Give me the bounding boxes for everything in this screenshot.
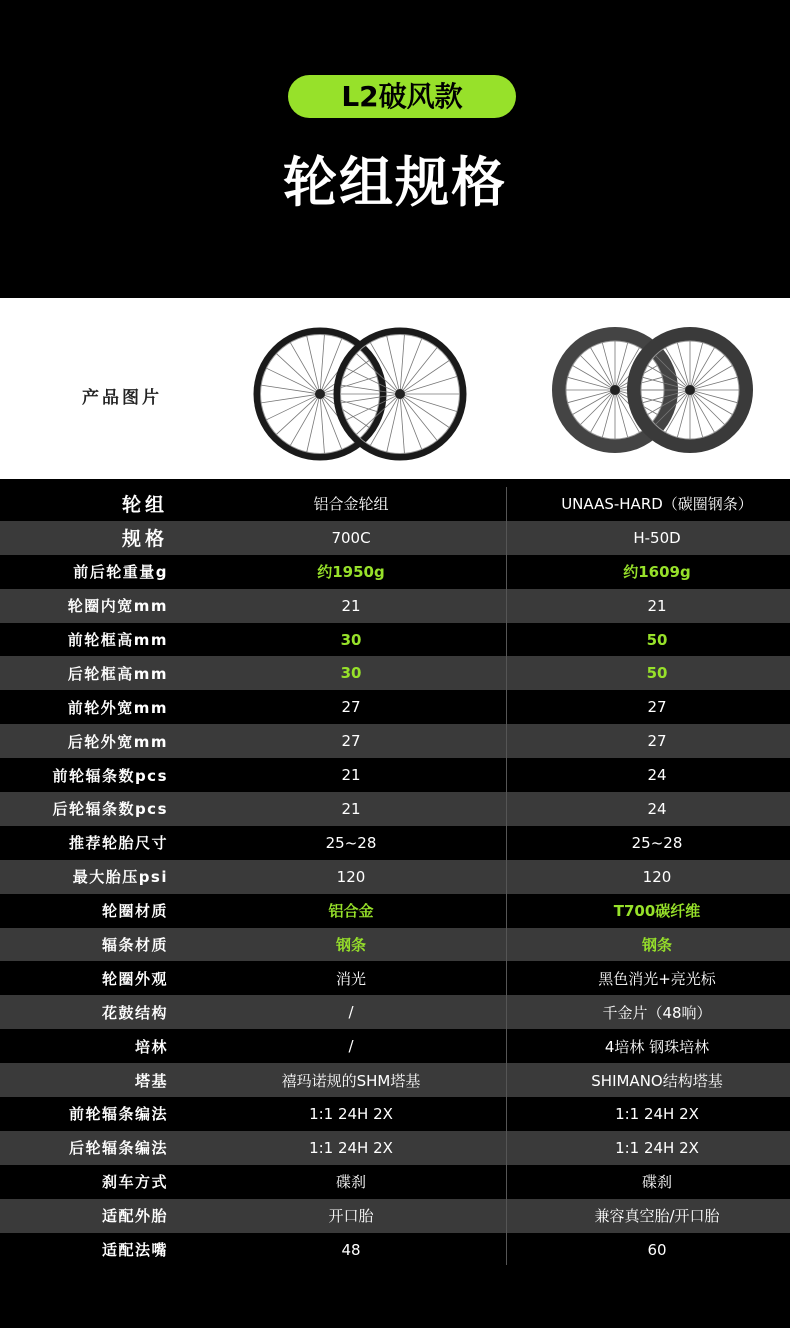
spec-label: 适配外胎	[101, 1207, 168, 1226]
spec-row	[0, 724, 790, 758]
spec-label: 培林	[134, 1037, 168, 1056]
spec-row	[0, 961, 790, 995]
spec-value-carbon: 60	[647, 1240, 667, 1259]
spec-row	[0, 521, 790, 555]
spec-value-aluminum: /	[348, 1037, 354, 1056]
spec-label: 前轮框高mm	[67, 631, 168, 649]
spec-value-aluminum: 铝合金轮组	[313, 495, 389, 514]
spec-value-aluminum: /	[348, 1003, 354, 1022]
spec-row	[0, 826, 790, 860]
spec-value-carbon: 24	[647, 799, 667, 818]
spec-value-carbon: H-50D	[633, 528, 681, 547]
spec-label: 轮圈材质	[101, 902, 168, 921]
spec-row	[0, 1233, 790, 1267]
spec-row	[0, 1097, 790, 1131]
spec-row	[0, 894, 790, 928]
spec-value-carbon: 碟刹	[641, 1173, 672, 1192]
spec-row	[0, 792, 790, 826]
wheel-shape	[634, 334, 746, 446]
spec-label: 前后轮重量g	[73, 563, 168, 582]
spec-row	[0, 555, 790, 589]
spec-value-aluminum: 消光	[335, 969, 366, 988]
spec-value-aluminum: 21	[341, 766, 361, 785]
spec-value-aluminum: 1:1 24H 2X	[309, 1104, 393, 1123]
spec-value-aluminum: 700C	[331, 528, 371, 547]
spec-value-aluminum: 120	[336, 867, 366, 886]
product-photo-row	[0, 298, 790, 479]
spec-value-aluminum: 25~28	[325, 833, 377, 852]
spec-value-aluminum: 27	[341, 732, 361, 751]
spec-value-aluminum: 开口胎	[328, 1207, 374, 1226]
spec-row	[0, 1199, 790, 1233]
spec-label: 适配法嘴	[101, 1241, 168, 1260]
aluminum-wheelset-image	[250, 310, 470, 470]
spec-row	[0, 1131, 790, 1165]
model-badge: L2破风款	[288, 75, 516, 118]
spec-label: 后轮辐条数pcs	[52, 800, 168, 819]
spec-label: 推荐轮胎尺寸	[68, 834, 168, 853]
spec-row	[0, 860, 790, 894]
spec-row	[0, 656, 790, 690]
spec-row	[0, 1165, 790, 1199]
spec-value-aluminum: 30	[340, 630, 362, 649]
spec-value-carbon: 千金片（48响）	[602, 1003, 712, 1022]
spec-value-carbon: 4培林 钢珠培林	[604, 1037, 710, 1056]
spec-label: 塔基	[134, 1071, 168, 1090]
spec-label: 前轮辐条编法	[68, 1105, 168, 1124]
spec-row	[0, 928, 790, 962]
spec-label: 轮圈外观	[101, 969, 168, 988]
spec-label: 轮圈内宽mm	[67, 597, 168, 616]
spec-label: 轮组	[121, 494, 168, 517]
spec-value-aluminum: 21	[341, 799, 361, 818]
spec-label: 辐条材质	[101, 936, 168, 955]
spec-value-carbon: 钢条	[641, 936, 672, 955]
spec-value-carbon: UNAAS-HARD（碳圈钢条）	[561, 495, 753, 514]
spec-label: 规格	[121, 528, 168, 551]
spec-value-carbon: 27	[647, 698, 667, 717]
carbon-wheelset-image	[550, 310, 770, 470]
spec-label: 后轮框高mm	[67, 664, 168, 683]
spec-value-carbon: SHIMANO结构塔基	[591, 1071, 723, 1090]
spec-row	[0, 487, 790, 521]
spec-value-aluminum: 碟刹	[335, 1173, 366, 1192]
spec-value-carbon: 120	[642, 867, 672, 886]
spec-value-carbon: 27	[647, 732, 667, 751]
spec-value-carbon: 兼容真空胎/开口胎	[594, 1207, 720, 1226]
spec-label: 前轮外宽mm	[67, 698, 168, 717]
spec-value-carbon: 50	[646, 664, 668, 683]
spec-row	[0, 589, 790, 623]
spec-row	[0, 758, 790, 792]
spec-value-aluminum: 48	[341, 1240, 361, 1259]
spec-value-carbon: 黑色消光+亮光标	[598, 969, 716, 988]
page-title: 轮组规格	[283, 151, 507, 214]
spec-label: 后轮辐条编法	[68, 1139, 168, 1158]
spec-value-carbon: 21	[647, 596, 667, 615]
spec-value-aluminum: 27	[341, 698, 361, 717]
spec-value-aluminum: 30	[340, 664, 362, 683]
product-photo-label: 产品图片	[82, 388, 162, 408]
spec-row	[0, 995, 790, 1029]
spec-value-carbon: 25~28	[631, 833, 683, 852]
spec-value-carbon: 1:1 24H 2X	[615, 1138, 699, 1157]
spec-label: 最大胎压psi	[72, 868, 168, 887]
spec-value-carbon: 约1609g	[623, 563, 691, 582]
spec-label: 后轮外宽mm	[67, 732, 168, 751]
spec-label: 前轮辐条数pcs	[52, 766, 168, 785]
spec-value-carbon: 24	[647, 766, 667, 785]
spec-value-aluminum: 约1950g	[317, 563, 385, 582]
spec-value-aluminum: 钢条	[335, 936, 366, 955]
spec-label: 刹车方式	[101, 1173, 168, 1192]
spec-value-carbon: 1:1 24H 2X	[615, 1104, 699, 1123]
spec-row	[0, 1029, 790, 1063]
spec-value-aluminum: 禧玛诺规的SHM塔基	[281, 1071, 421, 1090]
spec-row	[0, 1063, 790, 1097]
spec-value-aluminum: 铝合金	[328, 902, 374, 921]
spec-value-aluminum: 21	[341, 596, 361, 615]
spec-value-carbon: 50	[646, 630, 668, 649]
spec-value-carbon: T700碳纤维	[613, 902, 701, 921]
spec-table	[0, 487, 790, 1266]
spec-row	[0, 623, 790, 657]
spec-label: 花鼓结构	[101, 1003, 168, 1022]
column-divider	[506, 487, 507, 1265]
wheel-shape	[257, 331, 383, 457]
spec-value-aluminum: 1:1 24H 2X	[309, 1138, 393, 1157]
spec-row	[0, 690, 790, 724]
